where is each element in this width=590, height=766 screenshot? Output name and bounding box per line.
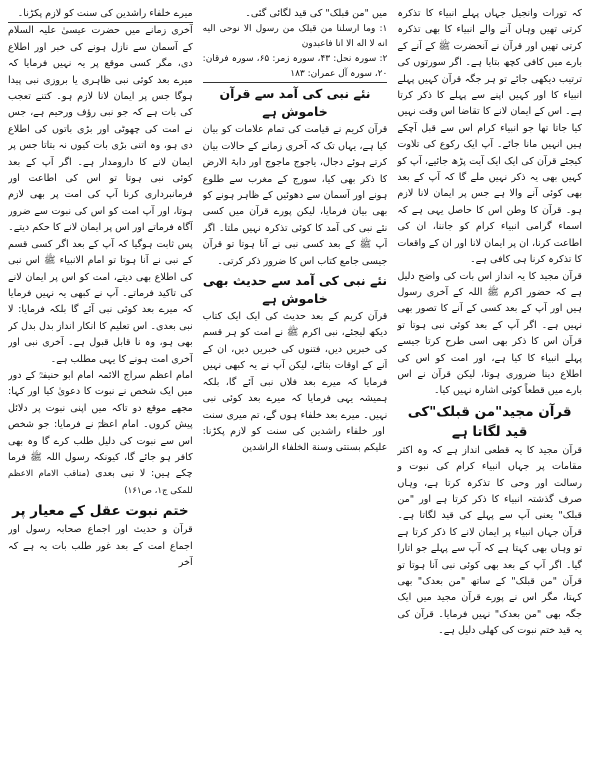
reference-1: [203, 22, 388, 52]
section-heading: نئے نبی کی آمد سے حدیث بھی خاموش ہے: [202, 273, 388, 307]
column-middle: [203, 6, 388, 762]
paragraph: [203, 309, 388, 457]
section-heading: ختم نبوت عقل کے معیار پر: [12, 503, 189, 520]
section-heading: قرآن مجید"من قبلک"کی قید لگاتا ہے: [407, 403, 572, 440]
paragraph: میرے خلفاء راشدین کی سنت کو لازم پکڑنا۔: [8, 6, 193, 23]
paragraph: کہ تورات وانجیل جہاں پہلے انبیاء کا تذکرہ کرتی تھیں وہاں آنے والے انبیاء کا بھی تذکرہ کرتی تھیں اور قرآن نے آنحضرت ﷺ کے آنے کے بارے میں کافی کچھ بتایا ہے۔ اگر سورتوں کی ترتیب دیکھی جائے تو ہر جگہ قرآن کہیں پہلے انبیاء کا اور کہیں اپنے سے پہلے کا ذکر کرتا ہے۔ اس کے ایمان لانے کا تقاضا اس وقت نہیں کیا جاتا تھا جو انبیاء کرام اس سے قبل آچکے ہیں انہیں مانا جائے۔ آپ ایک رکوع کی تلاوت کیجئے قرآن کی ایک ایک آیت پڑھ جائیے، آپ کو کہیں بھی یہ ذکر نہیں ملے گا کہ آپ کے بعد بھی کوئی آنے والا ہے جس پر ایمان لانا لازم ہو۔ قرآن کا وطن اس کا حاصل یہی ہے کہ اسماء گرامی انبیاء کرام کو جاننا، ان کی اطاعت کرنا، ان پر ایمان لانا اور ان کے واقعات کا تذکرہ کرنا ہی کافی ہے۔: [397, 8, 582, 266]
paragraph-text: امام اعظم سراج الائمہ امام ابو حنیفہؒ کے دور میں ایک شخص نے نبوت کا دعویٰ کیا اور کہا: مجھے موقع دو تاکہ میں اپنی نبوت پر دلائل پیش کروں۔ امام اعظمؒ نے فرمایا: جو شخص اس سے نبوت کی دلیل طلب کرے گا وہ بھی کافر ہو جائے گا، کیونکہ رسول اللہ ﷺ فرما چکے ہیں:: [7, 369, 193, 480]
column-right: [397, 6, 582, 762]
reference-number: ۱:: [375, 24, 388, 35]
section-heading: نئے نبی کی آمد سے قرآن خاموش ہے: [219, 86, 371, 120]
paragraph: پس ثابت ہوگیا کہ آپ کے بعد اگر کسی قسم کے نبی نے آنا ہوتا تو امام الانبیاء ﷺ اس نبی کی اطلاع بھی دیتے، امت کو اس پر ایمان لانے کی تاکید فرماتے۔ آپ نے کبھی یہ نہیں فرمایا کہ میرے بعد کوئی نبی آئے گا بلکہ فرمایا: لا نبی بعدی۔ اس تعلیم کا انکار انداز بدل بدل کر بھی ہو، وہ نا قابل قبول ہے۔ آخری نبی اور آخری امت ہونے کا یہی مطلب ہے۔: [7, 238, 193, 365]
paragraph-text: قرآن کریم کے بعد حدیث کی ایک ایک کتاب دیکھ لیجئے، نبی اکرم ﷺ نے امت کو ہر قسم کی خبریں دیں، فتنوں کی خبریں دیں، ان کے آنے کے اوقات بتائے، لیکن آپ نے یہ کبھی نہیں فرمایا کہ میرے بعد فلاں نبی آئے گا، بلکہ ہمیشہ یہی فرمایا کہ میرے بعد کوئی نبی نہیں۔ میرے بعد خلفاء ہوں گے، تم میری سنت اور خلفاء راشدین کی سنت کو لازم پکڑنا:: [202, 311, 388, 437]
reference-2: ۲: سورہ نحل: ۴۳، سورہ زمر: ۶۵، سورہ فرقان: ۲۰، سورہ آل عمران: ۱۸۳: [203, 52, 388, 83]
citation: (مناقب الامام الاعظم للمکی ج۱، ص۱۶۱): [7, 469, 193, 496]
paragraph: [8, 368, 193, 499]
quranic-verse: وما ارسلنا من قبلک من رسول الا نوحی الیه انه لا اله الا انا فاعبدون: [202, 24, 388, 50]
hadith-text: علیکم بسنتی وسنة الخلفاء الراشدین: [242, 442, 388, 454]
paragraph: قرآن مجید کا یہ انداز اس بات کی واضح دلیل ہے کہ حضور اکرم ﷺ اللہ کے آخری رسول ہیں اور آپ کے بعد کسی کے آنے کا تصور بھی نہیں ہے۔ اگر آپ کے بعد کوئی نبی ہوتا تو قرآن اس کا ذکر بھی اسی طرح کرتا جیسے پہلے انبیاء کا کیا ہے، اور امت کو اس کی اطلاع دینا ضروری ہوتا، لیکن قرآن نے اس بارے میں قطعاً کوئی اشارہ نہیں کیا۔: [397, 270, 582, 397]
paragraph: میں "من قبلک" کی قید لگائی گئی۔: [245, 8, 388, 19]
paragraph: قرآن مجید کا یہ قطعی انداز ہے کہ وہ اکثر مقامات پر جہاں انبیاء کرام کی نبوت و رسالت اور وحی کا تذکرہ کرتا ہے، وہاں صرف گذشتہ انبیاء کا ذکر کرتا ہے اور "من قبلک" یعنی آپ سے پہلے کی قید لگاتا ہے۔ قرآن جہاں انبیاء پر ایمان لانے کا ذکر کرتا ہے تو وہاں بھی کہتا ہے کہ آپ سے پہلے جو اتارا گیا۔ اگر آپ کے بعد بھی کوئی نبی آنا ہوتا تو قرآن "من قبلک" کے ساتھ "من بعدک" بھی کہتا، مگر اس نے پورے قرآن مجید میں ایک جگہ بھی "من بعدک" نہیں فرمایا۔ قرآن کی یہ قید ختم نبوت کی کھلی دلیل ہے۔: [397, 444, 582, 637]
paragraph: آخری زمانے میں حضرت عیسیٰ علیہ السلام کے آسمان سے نازل ہونے کی خبر اور اطلاع دی، مگر کسی موقع پر یہ نہیں فرمایا کہ میرے بعد کوئی نبی ظاہری یا بروزی نبی پیدا ہوگا جس پر ایمان لانا لازم ہو۔ کتنے تعجب کی بات ہے کہ جو نبی رؤف ورحیم ہے، جس نے امت کی چھوٹی اور بڑی باتوں کی اطلاع دی ہو، وہ اتنی بڑی بات کیوں نہ بتاتا جس پر ایمان لانے کا دارومدار ہے۔ اگر آپ کے بعد کوئی نبی ہوتا تو اس کی اطاعت اور فرمانبرداری کرنا آپ کی امت پر بھی لازم ہوتا، اور آپ امت کو اس کی نبوت سے ضرور آگاہ فرماتے اور اس پر ایمان لانے کا حکم دیتے۔: [7, 25, 193, 234]
paragraph: قرآن کریم نے قیامت کی تمام علامات کو بیان کیا ہے، یہاں تک کہ آخری زمانے کے حالات بیان کرتے ہوئے دجال، یاجوج ماجوج اور دابۃ الارض کا ذکر بھی کیا، سورج کے مغرب سے طلوع ہونے اور آسمان سے دھوئیں کے ظاہر ہونے کو بھی بیان فرمایا، لیکن پورے قرآن میں کسی نئے نبی کی آمد کا کوئی تذکرہ نہیں ملتا۔ اگر آپ ﷺ کے بعد کسی نبی نے آنا ہوتا تو قرآن جیسی جامع کتاب اس کا ضرور ذکر کرتی۔: [202, 124, 388, 267]
column-left: [8, 6, 193, 762]
hadith-quote: لا نبی بعدی: [95, 468, 146, 480]
paragraph: قرآن و حدیث اور اجماع صحابہ رسول اور اجماع امت کے بعد غور طلب بات یہ ہے کہ آخر: [7, 524, 193, 568]
text-columns: [8, 6, 582, 762]
